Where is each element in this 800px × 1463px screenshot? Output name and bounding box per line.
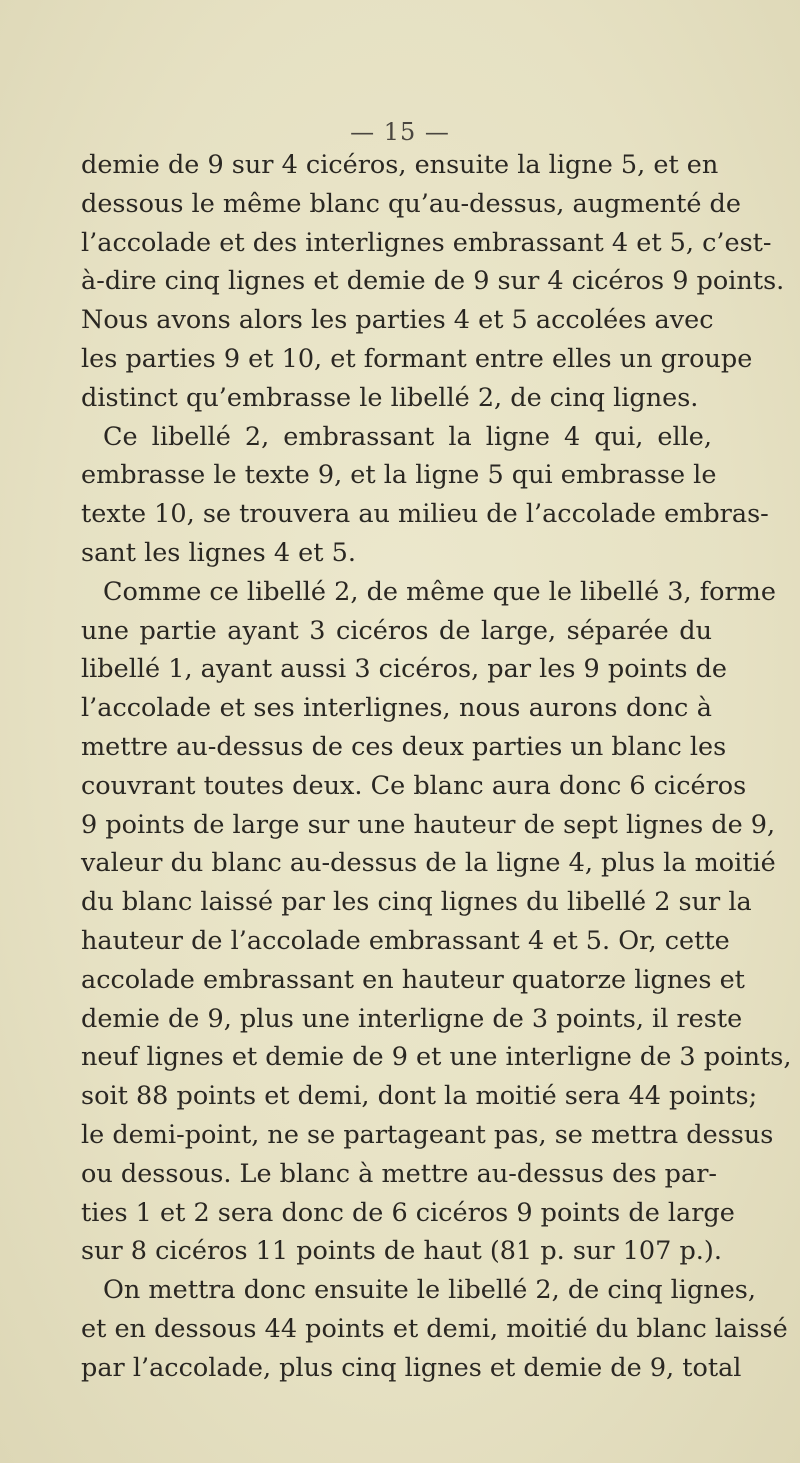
text-line: couvrant toutes deux. Ce blanc aura donc 6 cicéros bbox=[81, 770, 747, 801]
text-line: 9 points de large sur une hauteur de sept lignes de 9, bbox=[81, 809, 776, 840]
text-line: neuf lignes et demie de 9 et une interligne de 3 points, bbox=[81, 1042, 792, 1073]
text-line: une partie ayant 3 cicéros de large, séparée du bbox=[81, 615, 712, 646]
page-number: — 15 — bbox=[350, 118, 450, 146]
text-line: Nous avons alors les parties 4 et 5 accolées avec bbox=[81, 305, 714, 336]
text-line: libellé 1, ayant aussi 3 cicéros, par les 9 points de bbox=[81, 654, 727, 685]
text-line: mettre au-dessus de ces deux parties un blanc les bbox=[81, 731, 727, 762]
text-line: sur 8 cicéros 11 points de haut (81 p. sur 107 p.). bbox=[81, 1236, 722, 1267]
text-line: à-dire cinq lignes et demie de 9 sur 4 cicéros 9 points. bbox=[81, 266, 785, 297]
text-line: embrasse le texte 9, et la ligne 5 qui embrasse le bbox=[81, 460, 717, 491]
text-line: demie de 9, plus une interligne de 3 points, il reste bbox=[81, 1003, 743, 1034]
text-line: Ce libellé 2, embrassant la ligne 4 qui, elle, bbox=[103, 421, 712, 452]
body-text bbox=[81, 146, 792, 1388]
text-line: l’accolade et ses interlignes, nous aurons donc à bbox=[81, 693, 712, 724]
text-line: ties 1 et 2 sera donc de 6 cicéros 9 points de large bbox=[81, 1197, 735, 1228]
text-line: et en dessous 44 points et demi, moitié du blanc laissé bbox=[81, 1313, 788, 1344]
text-line: demie de 9 sur 4 cicéros, ensuite la ligne 5, et en bbox=[81, 150, 719, 180]
text-line: le demi-point, ne se partageant pas, se mettra dessus bbox=[81, 1119, 774, 1150]
text-line: ou dessous. Le blanc à mettre au-dessus des par- bbox=[81, 1158, 718, 1189]
text-line: hauteur de l’accolade embrassant 4 et 5. Or, cette bbox=[81, 925, 730, 956]
text-line: sant les lignes 4 et 5. bbox=[81, 537, 356, 568]
text-line: l’accolade et des interlignes embrassant 4 et 5, c’est- bbox=[81, 227, 772, 258]
text-line: les parties 9 et 10, et formant entre elles un groupe bbox=[81, 343, 753, 374]
text-line: texte 10, se trouvera au milieu de l’accolade embras- bbox=[81, 499, 769, 530]
text-line: dessous le même blanc qu’au-dessus, augmenté de bbox=[81, 188, 741, 219]
text-line: soit 88 points et demi, dont la moitié sera 44 points; bbox=[81, 1081, 758, 1112]
text-line: du blanc laissé par les cinq lignes du libellé 2 sur la bbox=[81, 887, 752, 918]
text-line: On mettra donc ensuite le libellé 2, de cinq lignes, bbox=[103, 1275, 756, 1306]
text-line: accolade embrassant en hauteur quatorze lignes et bbox=[81, 964, 745, 995]
text-line: valeur du blanc au-dessus de la ligne 4, plus la moitié bbox=[81, 848, 776, 879]
text-line: par l’accolade, plus cinq lignes et demie de 9, total bbox=[81, 1352, 742, 1383]
text-line: distinct qu’embrasse le libellé 2, de cinq lignes. bbox=[81, 382, 699, 413]
text-line: Comme ce libellé 2, de même que le libellé 3, forme bbox=[103, 576, 776, 607]
